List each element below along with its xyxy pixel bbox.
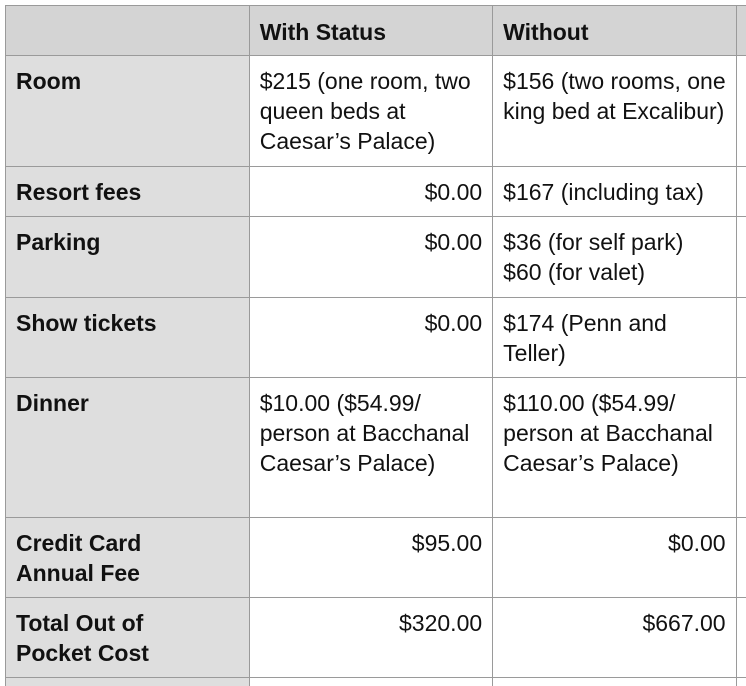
- cell-show-tickets-with-status: $0.00: [249, 298, 492, 378]
- comparison-table: [5, 5, 746, 686]
- row-label-parking: Parking: [6, 217, 250, 298]
- partial-row-label: [6, 678, 250, 686]
- row-label-room: Room: [6, 56, 250, 167]
- cell-credit-card-fee-without: $0.00: [493, 518, 736, 598]
- header-row: [6, 6, 746, 56]
- table-row-room: [6, 56, 746, 167]
- row-label-resort-fees: Resort fees: [6, 167, 250, 217]
- partial-row-cell: [249, 678, 492, 686]
- cell-show-tickets-without: $174 (Penn and Teller): [493, 298, 736, 378]
- row-edge-cell: [736, 518, 746, 598]
- row-edge-cell: [736, 56, 746, 167]
- cell-parking-without: $36 (for self park) $60 (for valet): [493, 217, 736, 298]
- table-row-show-tickets: [6, 298, 746, 378]
- cell-total-cost-without: $667.00: [493, 598, 736, 678]
- row-label-total-cost: Total Out of Pocket Cost: [6, 598, 250, 678]
- column-header-with-status: With Status: [249, 6, 492, 56]
- cell-resort-fees-with-status: $0.00: [249, 167, 492, 217]
- cell-room-with-status: $215 (one room, two queen beds at Caesar’s Palace): [249, 56, 492, 167]
- cell-total-cost-with-status: $320.00: [249, 598, 492, 678]
- row-edge-cell: [736, 598, 746, 678]
- row-edge-cell: [736, 678, 746, 686]
- column-header-without: Without: [493, 6, 736, 56]
- table-row-credit-card-fee: [6, 518, 746, 598]
- row-label-credit-card-fee: Credit Card Annual Fee: [6, 518, 250, 598]
- table-row-resort-fees: [6, 167, 746, 217]
- corner-cell: [6, 6, 250, 56]
- row-label-show-tickets: Show tickets: [6, 298, 250, 378]
- cell-dinner-with-status: $10.00 ($54.99/ person at Bacchanal Caesar’s Palace): [249, 378, 492, 518]
- table-row-total-cost: [6, 598, 746, 678]
- row-label-dinner: Dinner: [6, 378, 250, 518]
- row-edge-cell: [736, 217, 746, 298]
- row-edge-cell: [736, 378, 746, 518]
- row-edge-cell: [736, 167, 746, 217]
- cell-dinner-without: $110.00 ($54.99/ person at Bacchanal Caesar’s Palace): [493, 378, 736, 518]
- partial-next-row: [6, 678, 746, 686]
- cell-parking-with-status: $0.00: [249, 217, 492, 298]
- header-edge-cell: [736, 6, 746, 56]
- cell-credit-card-fee-with-status: $95.00: [249, 518, 492, 598]
- cell-resort-fees-without: $167 (including tax): [493, 167, 736, 217]
- partial-row-cell: [493, 678, 736, 686]
- table-row-parking: [6, 217, 746, 298]
- row-edge-cell: [736, 298, 746, 378]
- cell-room-without: $156 (two rooms, one king bed at Excalibur): [493, 56, 736, 167]
- table-row-dinner: [6, 378, 746, 518]
